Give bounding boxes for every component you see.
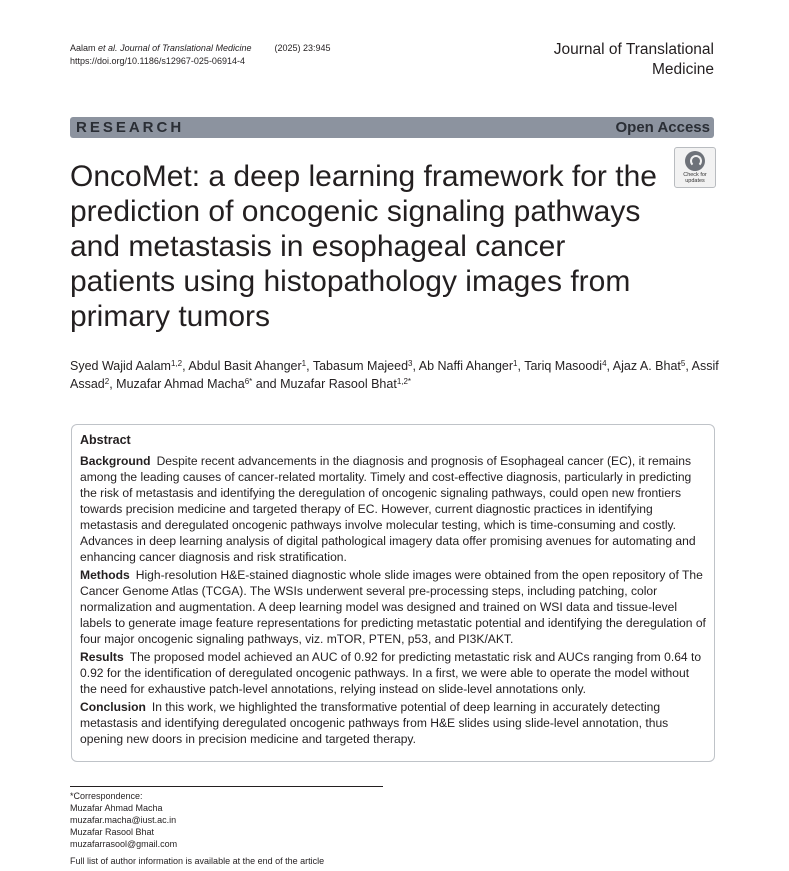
author-name: Abdul Basit Ahanger bbox=[188, 359, 302, 373]
check-updates-icon bbox=[685, 151, 705, 171]
correspondence-name-1: Muzafar Ahmad Macha bbox=[70, 803, 163, 813]
author-separator: , bbox=[606, 359, 613, 373]
author-info-note: Full list of author information is available at the end of the article bbox=[70, 856, 325, 866]
badge-line1: Check for bbox=[683, 172, 707, 178]
author-name: Tariq Masoodi bbox=[524, 359, 603, 373]
author-affiliation-sup: 1 bbox=[301, 359, 307, 368]
abstract-heading: Abstract bbox=[80, 433, 131, 447]
author-name: Assif Assad bbox=[70, 359, 719, 391]
correspondence-block bbox=[70, 790, 177, 850]
article-title: OncoMet: a deep learning framework for the prediction of oncogenic signaling pathways and metastasis in esophageal cancer patients using histopathology images from primary tumors bbox=[70, 160, 657, 333]
abstract-section-label: Conclusion bbox=[80, 700, 146, 714]
author-separator: , bbox=[182, 359, 189, 373]
author-name: Muzafar Rasool Bhat bbox=[280, 377, 397, 391]
author-name: Syed Wajid Aalam bbox=[70, 359, 171, 373]
abstract-section-background bbox=[80, 453, 706, 565]
correspondence-email-2[interactable]: muzafarrasool@gmail.com bbox=[70, 839, 178, 849]
abstract-box bbox=[71, 424, 715, 762]
citation-etal: et al. bbox=[98, 43, 118, 53]
author-affiliation-sup: 4 bbox=[602, 359, 607, 368]
citation-header bbox=[70, 42, 331, 68]
journal-name bbox=[554, 40, 714, 80]
journal-name-line2: Medicine bbox=[651, 61, 714, 78]
open-access-label: Open Access bbox=[615, 119, 710, 136]
author-affiliation-sup: 1 bbox=[513, 359, 518, 368]
author-name: Tabasum Majeed bbox=[312, 359, 409, 373]
author-list bbox=[70, 357, 720, 393]
doi-link[interactable]: https://doi.org/10.1186/s12967-025-06914-4 bbox=[70, 56, 245, 66]
abstract-section-label: Results bbox=[80, 650, 124, 664]
author-separator: , bbox=[412, 359, 419, 373]
author-separator: , bbox=[517, 359, 525, 373]
author-name: Muzafar Ahmad Macha bbox=[116, 377, 245, 391]
footnote-divider bbox=[70, 786, 383, 787]
article-type-banner bbox=[70, 117, 714, 138]
author-name: Ab Naffi Ahanger bbox=[418, 359, 514, 373]
author-affiliation-sup: 6* bbox=[244, 377, 253, 386]
citation-journal: Journal of Translational Medicine bbox=[120, 43, 252, 53]
author-affiliation-sup: 2 bbox=[104, 377, 110, 386]
abstract-section-text: Despite recent advancements in the diagnosis and prognosis of Esophageal cancer (EC), it remains among the leading causes of cancer-related mortality. Timely and cost-effective diagnosis, particularly in predicting the risk of metastasis and identifying the deregulation of oncogenic signaling pathways, could open new frontiers towards precision medicine and targeted therapy of EC. However, current diagnostic practices in identifying metastasis and deregulated oncogenic pathways involve molecular testing, which is time-consuming and costly. Advances in deep learning analysis of digital pathological imagery data offer promising avenues for automating and enhancing cancer diagnosis and risk stratification. bbox=[80, 454, 696, 564]
correspondence-name-2: Muzafar Rasool Bhat bbox=[70, 827, 155, 837]
author-affiliation-sup: 1,2* bbox=[396, 377, 412, 386]
author-separator: , bbox=[109, 377, 117, 391]
abstract-section-text: High-resolution H&E-stained diagnostic whole slide images were obtained from the open repository of The Cancer Genome Atlas (TCGA). The WSIs underwent several pre-processing steps, including patching, color normalization and augmentation. A deep learning model was designed and trained on WSI data and tissue-level labels to generate image feature representations for predicting metastatic potential and identifying the deregulation of four major oncogenic signaling pathways, viz. mTOR, PTEN, p53, and PI3K/AKT. bbox=[80, 568, 706, 646]
badge-line2: updates bbox=[685, 178, 705, 184]
abstract-section-label: Background bbox=[80, 454, 151, 468]
abstract-section-label: Methods bbox=[80, 568, 130, 582]
citation-authors: Aalam bbox=[70, 43, 96, 53]
author-separator: and bbox=[252, 377, 281, 391]
author-separator: , bbox=[306, 359, 313, 373]
article-type: RESEARCH bbox=[76, 119, 185, 136]
abstract-sections bbox=[80, 453, 706, 747]
citation-year: (2025) 23:945 bbox=[274, 43, 331, 53]
journal-name-line1: Journal of Translational bbox=[553, 41, 714, 58]
abstract-section-results bbox=[80, 649, 706, 697]
author-separator: , bbox=[685, 359, 692, 373]
author-affiliation-sup: 5 bbox=[680, 359, 686, 368]
author-name: Ajaz A. Bhat bbox=[612, 359, 681, 373]
abstract-section-text: The proposed model achieved an AUC of 0.92 for predicting metastatic risk and AUCs ranging from 0.64 to 0.92 for the identification of deregulated oncogenic pathways. In a first, we were able to operate the model without the need for exhaustive patch-level annotations, relying instead on slide-level annotations only. bbox=[80, 650, 702, 696]
author-affiliation-sup: 1,2 bbox=[170, 359, 183, 368]
abstract-section-conclusion bbox=[80, 699, 706, 747]
correspondence-label: *Correspondence: bbox=[70, 791, 143, 801]
abstract-section-text: In this work, we highlighted the transformative potential of deep learning in accurately detecting metastasis and identifying deregulated oncogenic pathways from H&E slides using slide-level annotation, thus opening new doors in precision medicine and targeted therapy. bbox=[80, 700, 669, 746]
abstract-section-methods bbox=[80, 567, 706, 647]
check-for-updates-badge[interactable] bbox=[674, 147, 716, 188]
correspondence-email-1[interactable]: muzafar.macha@iust.ac.in bbox=[70, 815, 177, 825]
author-affiliation-sup: 3 bbox=[408, 359, 413, 368]
